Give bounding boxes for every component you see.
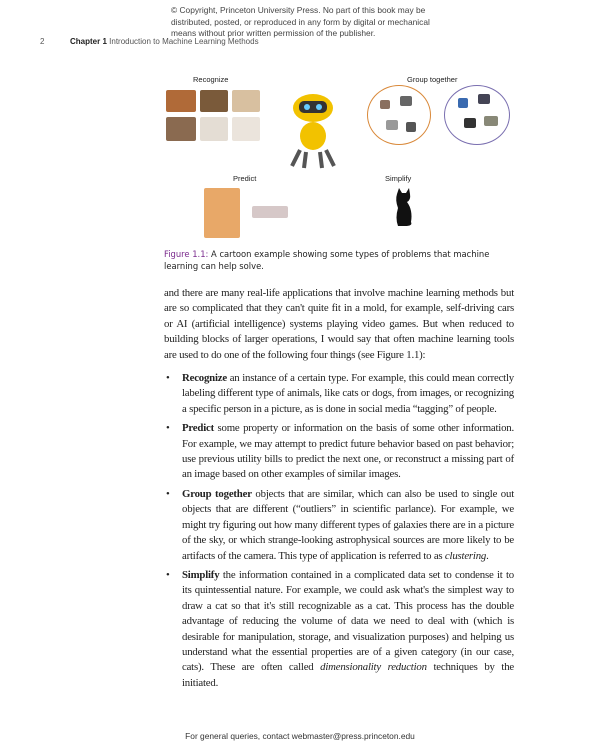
bullet-text: the information contained in a complicated data set to condense it to its quintessential nature. For example, we could ask what's the simplest way to draw a cat so that it's still recognizable as a cat. This process has the double advantage of reducing the volume of data we need to deal with (which is desirable for manipulation, storage, and visualization purposes) and helping us understand what the essential properties are of a given category (in our case, cats). These are often called <box>182 568 514 674</box>
cat-silhouette-icon <box>393 188 415 228</box>
cluster-circle-cats <box>367 85 431 145</box>
label-group: Group together <box>407 75 458 84</box>
caption-text: A cartoon example showing some types of problems that machine learning can help solve. <box>164 249 490 271</box>
list-item <box>164 568 514 691</box>
list-item <box>164 371 514 417</box>
bullet-term: Predict <box>182 422 214 435</box>
running-head <box>40 37 440 49</box>
chapter-title: Introduction to Machine Learning Methods <box>109 37 259 46</box>
bullet-term: Simplify <box>182 568 220 581</box>
bullet-text: some property or information on the basis of some other information. For example, we may attempt to predict future behavior based on past behavior; use previous utility bills to predict the next one, or reconstruct a missing part of an image based on other examples of similar images. <box>182 422 514 481</box>
bullet-tail: . <box>486 549 489 562</box>
list-item <box>164 421 514 483</box>
cluster-circle-dogs <box>444 85 510 145</box>
bullet-list <box>164 371 514 691</box>
bullet-tail: techniques by the initiated. <box>182 661 514 689</box>
bullet-text: objects that are similar, which can also be used to single out objects that are different (“outliers” in scientific parlance). For example, we might try figuring out how many different types of galaxies there are in a picture of the sky, or which strange-looking astrophysical sources are more likely to be artifacts of the camera. This type of application is referred to as <box>182 487 514 562</box>
list-item <box>164 487 514 564</box>
chapter-label: Chapter 1 <box>70 37 107 46</box>
cat-eyes-image <box>252 206 288 218</box>
bullet-emphasis: clustering <box>444 549 487 562</box>
figure-caption <box>164 248 514 272</box>
label-simplify: Simplify <box>385 174 412 183</box>
label-predict: Predict <box>233 174 257 183</box>
page-number: 2 <box>40 37 45 46</box>
figure-illustration <box>160 70 520 245</box>
bullet-text: an instance of a certain type. For example, this could mean correctly labeling different type of animals, like cats or dogs, from images, or recognizing a specific person in a picture, as is done in social media “tagging” of people. <box>182 372 514 415</box>
bullet-term: Recognize <box>182 372 227 385</box>
caption-label: Figure 1.1: <box>164 249 209 259</box>
label-recognize: Recognize <box>193 75 229 84</box>
intro-paragraph: and there are many real-life applications that involve machine learning methods but are so complicated that they can't quite fit in a mold, for example, self-driving cars or AI (artificial intelligence) systems playing video games. But when reduced to building blocks of larger operations, I would say that often machine learning tools are used to do one of the following four things (see Figure 1.1): <box>164 287 514 361</box>
robot-icon <box>282 92 344 170</box>
body-text <box>164 286 514 695</box>
copyright-notice: © Copyright, Princeton University Press. No part of this book may be distributed, posted, or reproduced in any form by digital or mechanical means without prior written permission of the publisher. <box>171 5 430 38</box>
bullet-emphasis: dimensionality reduction <box>320 661 427 674</box>
partial-cat-image <box>204 188 240 238</box>
footer-contact: For general queries, contact webmaster@press.princeton.edu <box>185 731 415 741</box>
bullet-term: Group together <box>182 487 252 500</box>
